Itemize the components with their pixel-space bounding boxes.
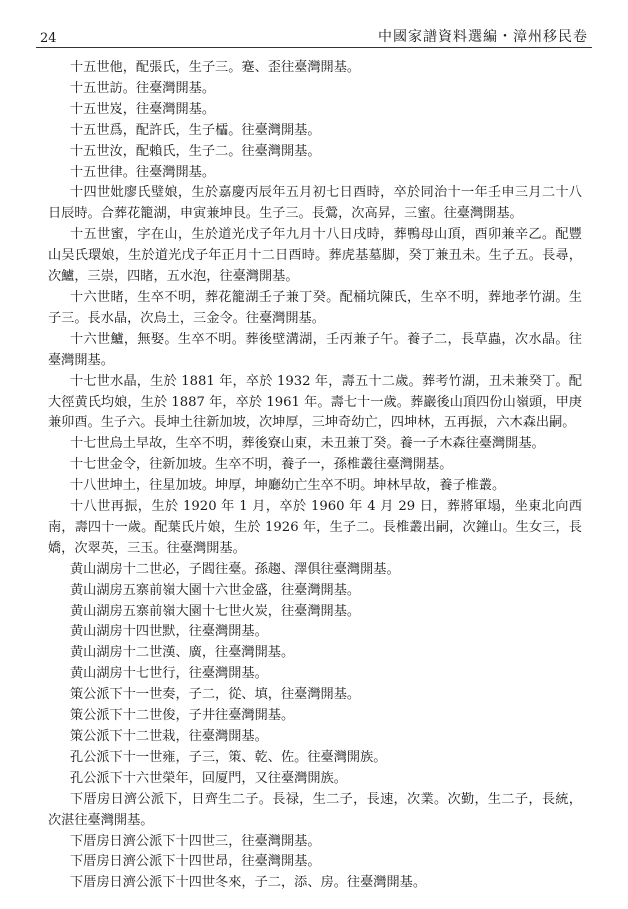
- paragraph: 策公派下十二世俊，子井往臺灣開基。: [70, 708, 295, 724]
- paragraph: 十七世水晶，生於 1881 年，卒於 1932 年，壽五十二歲。葬考竹湖，丑未兼癸丁。配大徑黄氏均娘，生於 1887 年，卒於 1961 年。壽七十一歲。葬巖後山頂四份山嶺頭，甲庚兼卯酉。生子六。長坤土往新加坡，次坤厚，三坤奇幼亡，四坤林，五再振，六木森出嗣。: [48, 373, 582, 431]
- paragraph: 黄山湖房十二世漢、廣，往臺灣開基。: [70, 645, 295, 661]
- paragraph: 十五世岌，往臺灣開基。: [70, 101, 216, 117]
- paragraph: 黄山湖房十四世默，往臺灣開基。: [70, 624, 268, 640]
- paragraph: 十五世訪。往臺灣開基。: [70, 80, 216, 96]
- paragraph: 下厝房日濟公派下十四世三，往臺灣開基。: [70, 833, 321, 849]
- paragraph: 策公派下十二世栽，往臺灣開基。: [70, 729, 268, 744]
- page-body: [48, 58, 582, 894]
- paragraph: 黄山湖房五寨前嶺大園十七世火炭，往臺灣開基。: [70, 603, 361, 619]
- paragraph: 十五世他，配張氏，生子三。蹇、歪往臺灣開基。: [70, 60, 361, 75]
- paragraph: 下厝房日濟公派下，日齊生二子。長禄，生二子，長速，次業。次勤，生二子，長統，次湛往臺灣開基。: [48, 791, 582, 828]
- paragraph: 黄山湖房十二世必，子閻往臺。孫趨、澤俱往臺灣開基。: [70, 561, 400, 577]
- paragraph: 十五世汝，配賴氏，生子二。往臺灣開基。: [70, 143, 321, 159]
- paragraph: 孔公派下十一世雍，子三，策、乾、佐。往臺灣開族。: [70, 749, 387, 765]
- page-header: [40, 24, 588, 46]
- paragraph: 十六世鱸，無娶。生卒不明。葬後壁溝湖，壬丙兼子午。養子二，長草蟲，次水晶。往臺灣開基。: [48, 331, 582, 368]
- paragraph: 十七世烏土早故，生卒不明，葬後寮山東，未丑兼丁癸。養一子木森往臺灣開基。: [70, 436, 545, 452]
- paragraph: 十八世坤土，往星加坡。坤厚，坤廳幼亡生卒不明。坤林早故，養子椎叢。: [70, 478, 506, 494]
- paragraph: 十四世妣廖氏璧娘，生於嘉慶丙辰年五月初七日酉時，卒於同治十一年壬申三月二十八日辰時。合葬花籠湖，申寅兼坤艮。生子三。長鶯，次高昇，三蜜。往臺灣開基。: [48, 185, 582, 222]
- paragraph: 十五世爲，配許氏，生子櫺。往臺灣開基。: [70, 122, 321, 138]
- header-rule: [36, 47, 592, 48]
- paragraph: 黄山湖房十七世行，往臺灣開基。: [70, 666, 268, 682]
- paragraph: 十五世律。往臺灣開基。: [70, 164, 216, 180]
- paragraph: 策公派下十一世奏，子二，從、填，往臺灣開基。: [70, 687, 361, 703]
- paragraph: 十五世蜜，字在山，生於道光戊子年九月十八日戌時，葬鴨母山頂，酉卯兼辛乙。配豐山吴氏環娘，生於道光戊子年正月十二日酉時。葬虎基墓脚，癸丁兼丑未。生子五。長尋，次鱸，三崇，四睹，五水泡，往臺灣開基。: [48, 227, 582, 285]
- paragraph: 黄山湖房五寨前嶺大園十六世金盛，往臺灣開基。: [70, 582, 361, 598]
- paragraph: 孔公派下十六世榮年，回厦門，又往臺灣開族。: [70, 770, 347, 786]
- paragraph: 下厝房日濟公派下十四世昂，往臺灣開基。: [70, 854, 321, 870]
- paragraph: 十八世再振，生於 1920 年 1 月，卒於 1960 年 4 月 29 日，葬將軍塌，坐東北向西南，壽四十一歲。配葉氏片娘，生於 1926 年，生子二。長椎叢出嗣，次鐘山。生女三，長嬌，次翠英，三玉。往臺灣開基。: [48, 499, 582, 556]
- paragraph: 十六世睹，生卒不明，葬花籠湖壬子兼丁癸。配桶坑陳氏，生卒不明，葬地孝竹湖。生子三。長水晶，次烏土，三金令。往臺灣開基。: [48, 289, 582, 326]
- page-number: 24: [40, 31, 57, 46]
- paragraph: 十七世金令，往新加坡。生卒不明，養子一，孫椎叢往臺灣開基。: [70, 457, 453, 473]
- paragraph: 下厝房日濟公派下十四世冬來，子二，添、房。往臺灣開基。: [70, 875, 427, 891]
- running-title: 中國家譜資料選編・漳州移民卷: [378, 29, 588, 45]
